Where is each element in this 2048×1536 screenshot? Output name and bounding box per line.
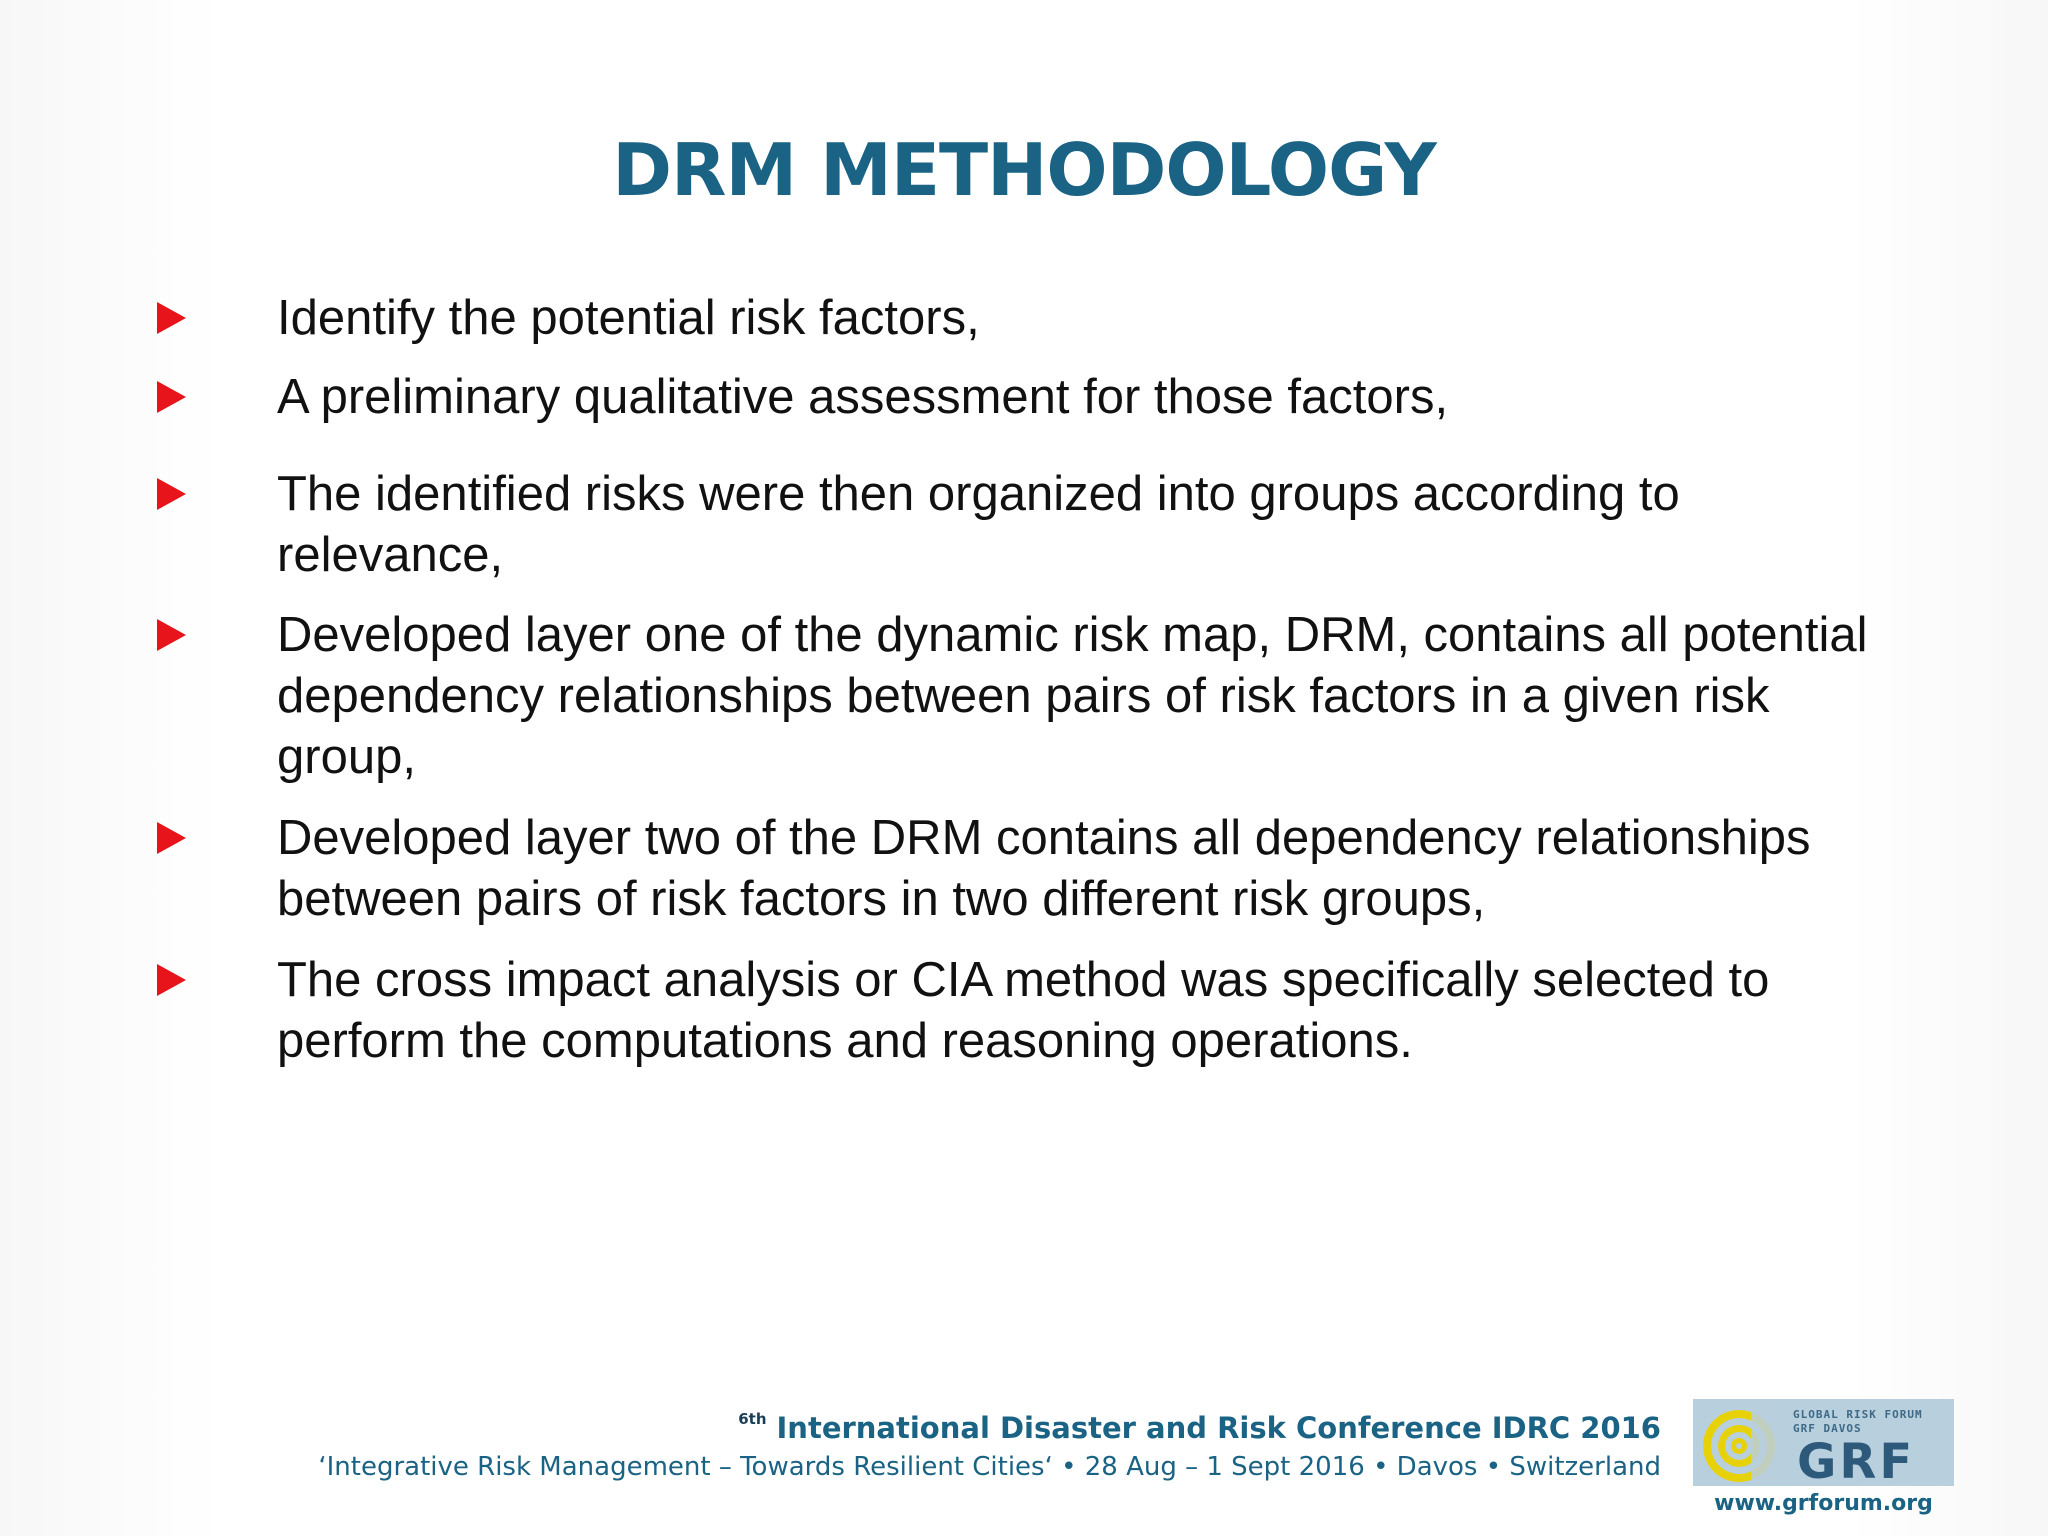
bullet-text: Identify the potential risk factors,	[277, 291, 980, 345]
bullet-arrow-icon	[157, 964, 186, 996]
bullet-text: A preliminary qualitative assessment for those factors,	[277, 370, 1449, 424]
bullet-arrow-icon	[157, 822, 186, 854]
bullet-text: Developed layer two of the DRM contains all dependency relationships between pairs of risk factors in two different risk groups,	[277, 811, 1811, 926]
target-rings-icon	[1699, 1404, 1779, 1484]
logo-small-line: GRF DAVOS	[1793, 1422, 1862, 1435]
bullet-arrow-icon	[157, 478, 186, 510]
bullet-arrow-icon	[157, 381, 186, 413]
bullet-text: The cross impact analysis or CIA method was specifically selected to perform the computations and reasoning operations.	[277, 953, 1770, 1068]
conference-ordinal: 6th	[738, 1410, 767, 1428]
logo-small-line: GLOBAL RISK FORUM	[1793, 1408, 1923, 1421]
logo-small-text	[1793, 1408, 1953, 1436]
slide-title: DRM METHODOLOGY	[612, 128, 1436, 212]
website-link[interactable]: www.grforum.org	[1714, 1491, 1933, 1516]
bullet-arrow-icon	[157, 619, 186, 651]
bullet-arrow-icon	[157, 302, 186, 334]
grf-logo	[1693, 1399, 1954, 1490]
logo-big-text: GRF	[1797, 1434, 1916, 1490]
conference-title: International Disaster and Risk Conference IDRC 2016	[776, 1411, 1661, 1445]
bullet-text: Developed layer one of the dynamic risk map, DRM, contains all potential dependency relationships between pairs of risk factors in a given risk group,	[277, 608, 1868, 784]
conference-name	[738, 1410, 1661, 1445]
conference-theme: ‘Integrative Risk Management – Towards Resilient Cities‘ • 28 Aug – 1 Sept 2016 • Davos • Switzerland	[318, 1452, 1661, 1482]
bullet-text: The identified risks were then organized into groups according to relevance,	[277, 467, 1680, 582]
